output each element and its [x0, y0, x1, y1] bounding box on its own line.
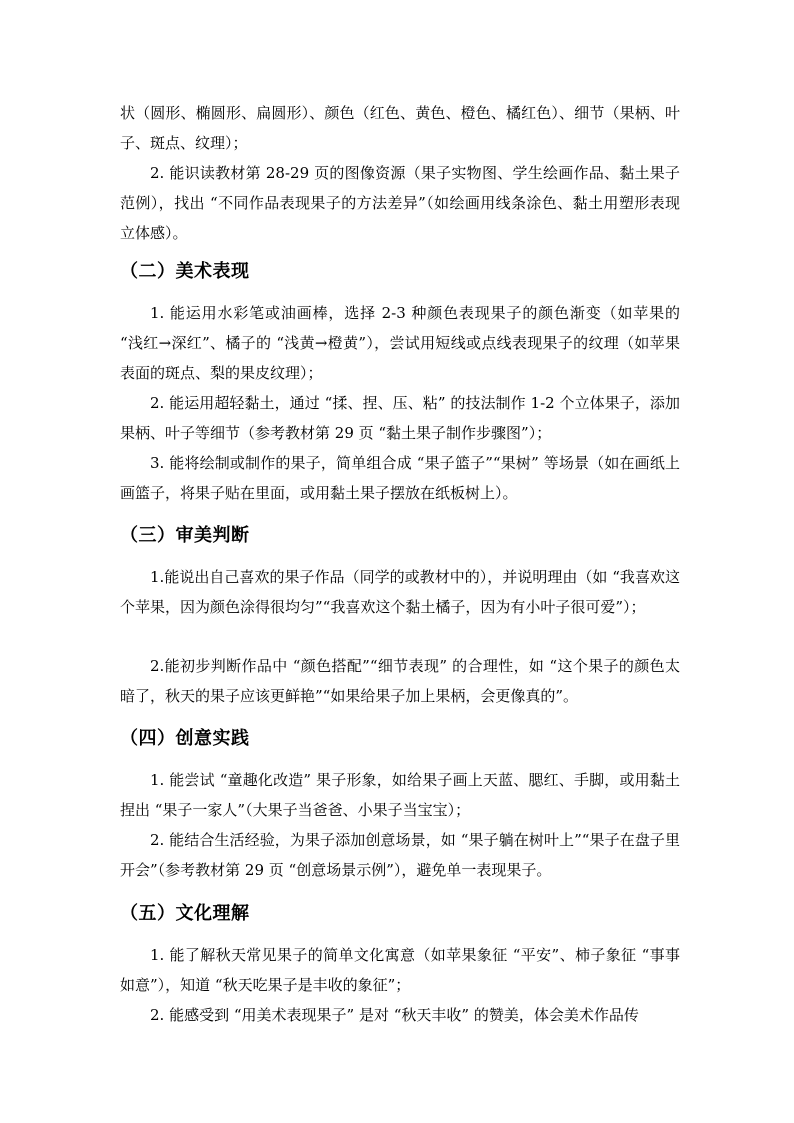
paragraph: 2. 能识读教材第 28-29 页的图像资源（果子实物图、学生绘画作品、黏土果子范例），找出 “不同作品表现果子的方法差异”（如绘画用线条涂色、黏土用塑形表现立体感）。	[120, 164, 680, 242]
section-heading: （四）创意实践	[120, 728, 250, 749]
paragraph: 3. 能将绘制或制作的果子，简单组合成 “果子篮子”“果树” 等场景（如在画纸上画篮子，将果子贴在里面，或用黏土果子摆放在纸板树上）。	[120, 454, 680, 502]
paragraph: 1. 能尝试 “童趣化改造” 果子形象，如给果子画上天蓝、腮红、手脚，或用黏土捏出 “果子一家人”（大果子当爸爸、小果子当宝宝）；	[120, 771, 680, 819]
section-heading: （三）审美判断	[120, 525, 250, 546]
paragraph: 2. 能感受到 “用美术表现果子” 是对 “秋天丰收” 的赞美，体会美术作品传	[150, 1006, 639, 1024]
section-heading: （二）美术表现	[120, 261, 250, 282]
paragraph: 1. 能运用水彩笔或油画棒，选择 2-3 种颜色表现果子的颜色渐变（如苹果的 “浅红→深红”、橘子的 “浅黄→橙黄”），尝试用短线或点线表现果子的纹理（如苹果表面的斑点、梨的果皮纹理）；	[120, 304, 680, 382]
paragraph: 状（圆形、椭圆形、扁圆形）、颜色（红色、黄色、橙色、橘红色）、细节（果柄、叶子、斑点、纹理）；	[120, 104, 680, 152]
section-heading: （五）文化理解	[120, 903, 250, 924]
paragraph: 1.能说出自己喜欢的果子作品（同学的或教材中的），并说明理由（如 “我喜欢这个苹果，因为颜色涂得很均匀”“我喜欢这个黏土橘子，因为有小叶子很可爱”）；	[120, 568, 680, 616]
paragraph: 2. 能运用超轻黏土，通过 “揉、捏、压、粘” 的技法制作 1-2 个立体果子，添加果柄、叶子等细节（参考教材第 29 页 “黏土果子制作步骤图”）；	[120, 394, 680, 442]
paragraph: 1. 能了解秋天常见果子的简单文化寓意（如苹果象征 “平安”、柿子象征 “事事如意”），知道 “秋天吃果子是丰收的象征”；	[120, 946, 680, 994]
paragraph: 2. 能结合生活经验，为果子添加创意场景，如 “果子躺在树叶上”“果子在盘子里开会”（参考教材第 29 页 “创意场景示例”），避免单一表现果子。	[120, 831, 680, 879]
paragraph: 2.能初步判断作品中 “颜色搭配”“细节表现” 的合理性，如 “这个果子的颜色太暗了，秋天的果子应该更鲜艳”“如果给果子加上果柄，会更像真的”。	[120, 657, 680, 705]
